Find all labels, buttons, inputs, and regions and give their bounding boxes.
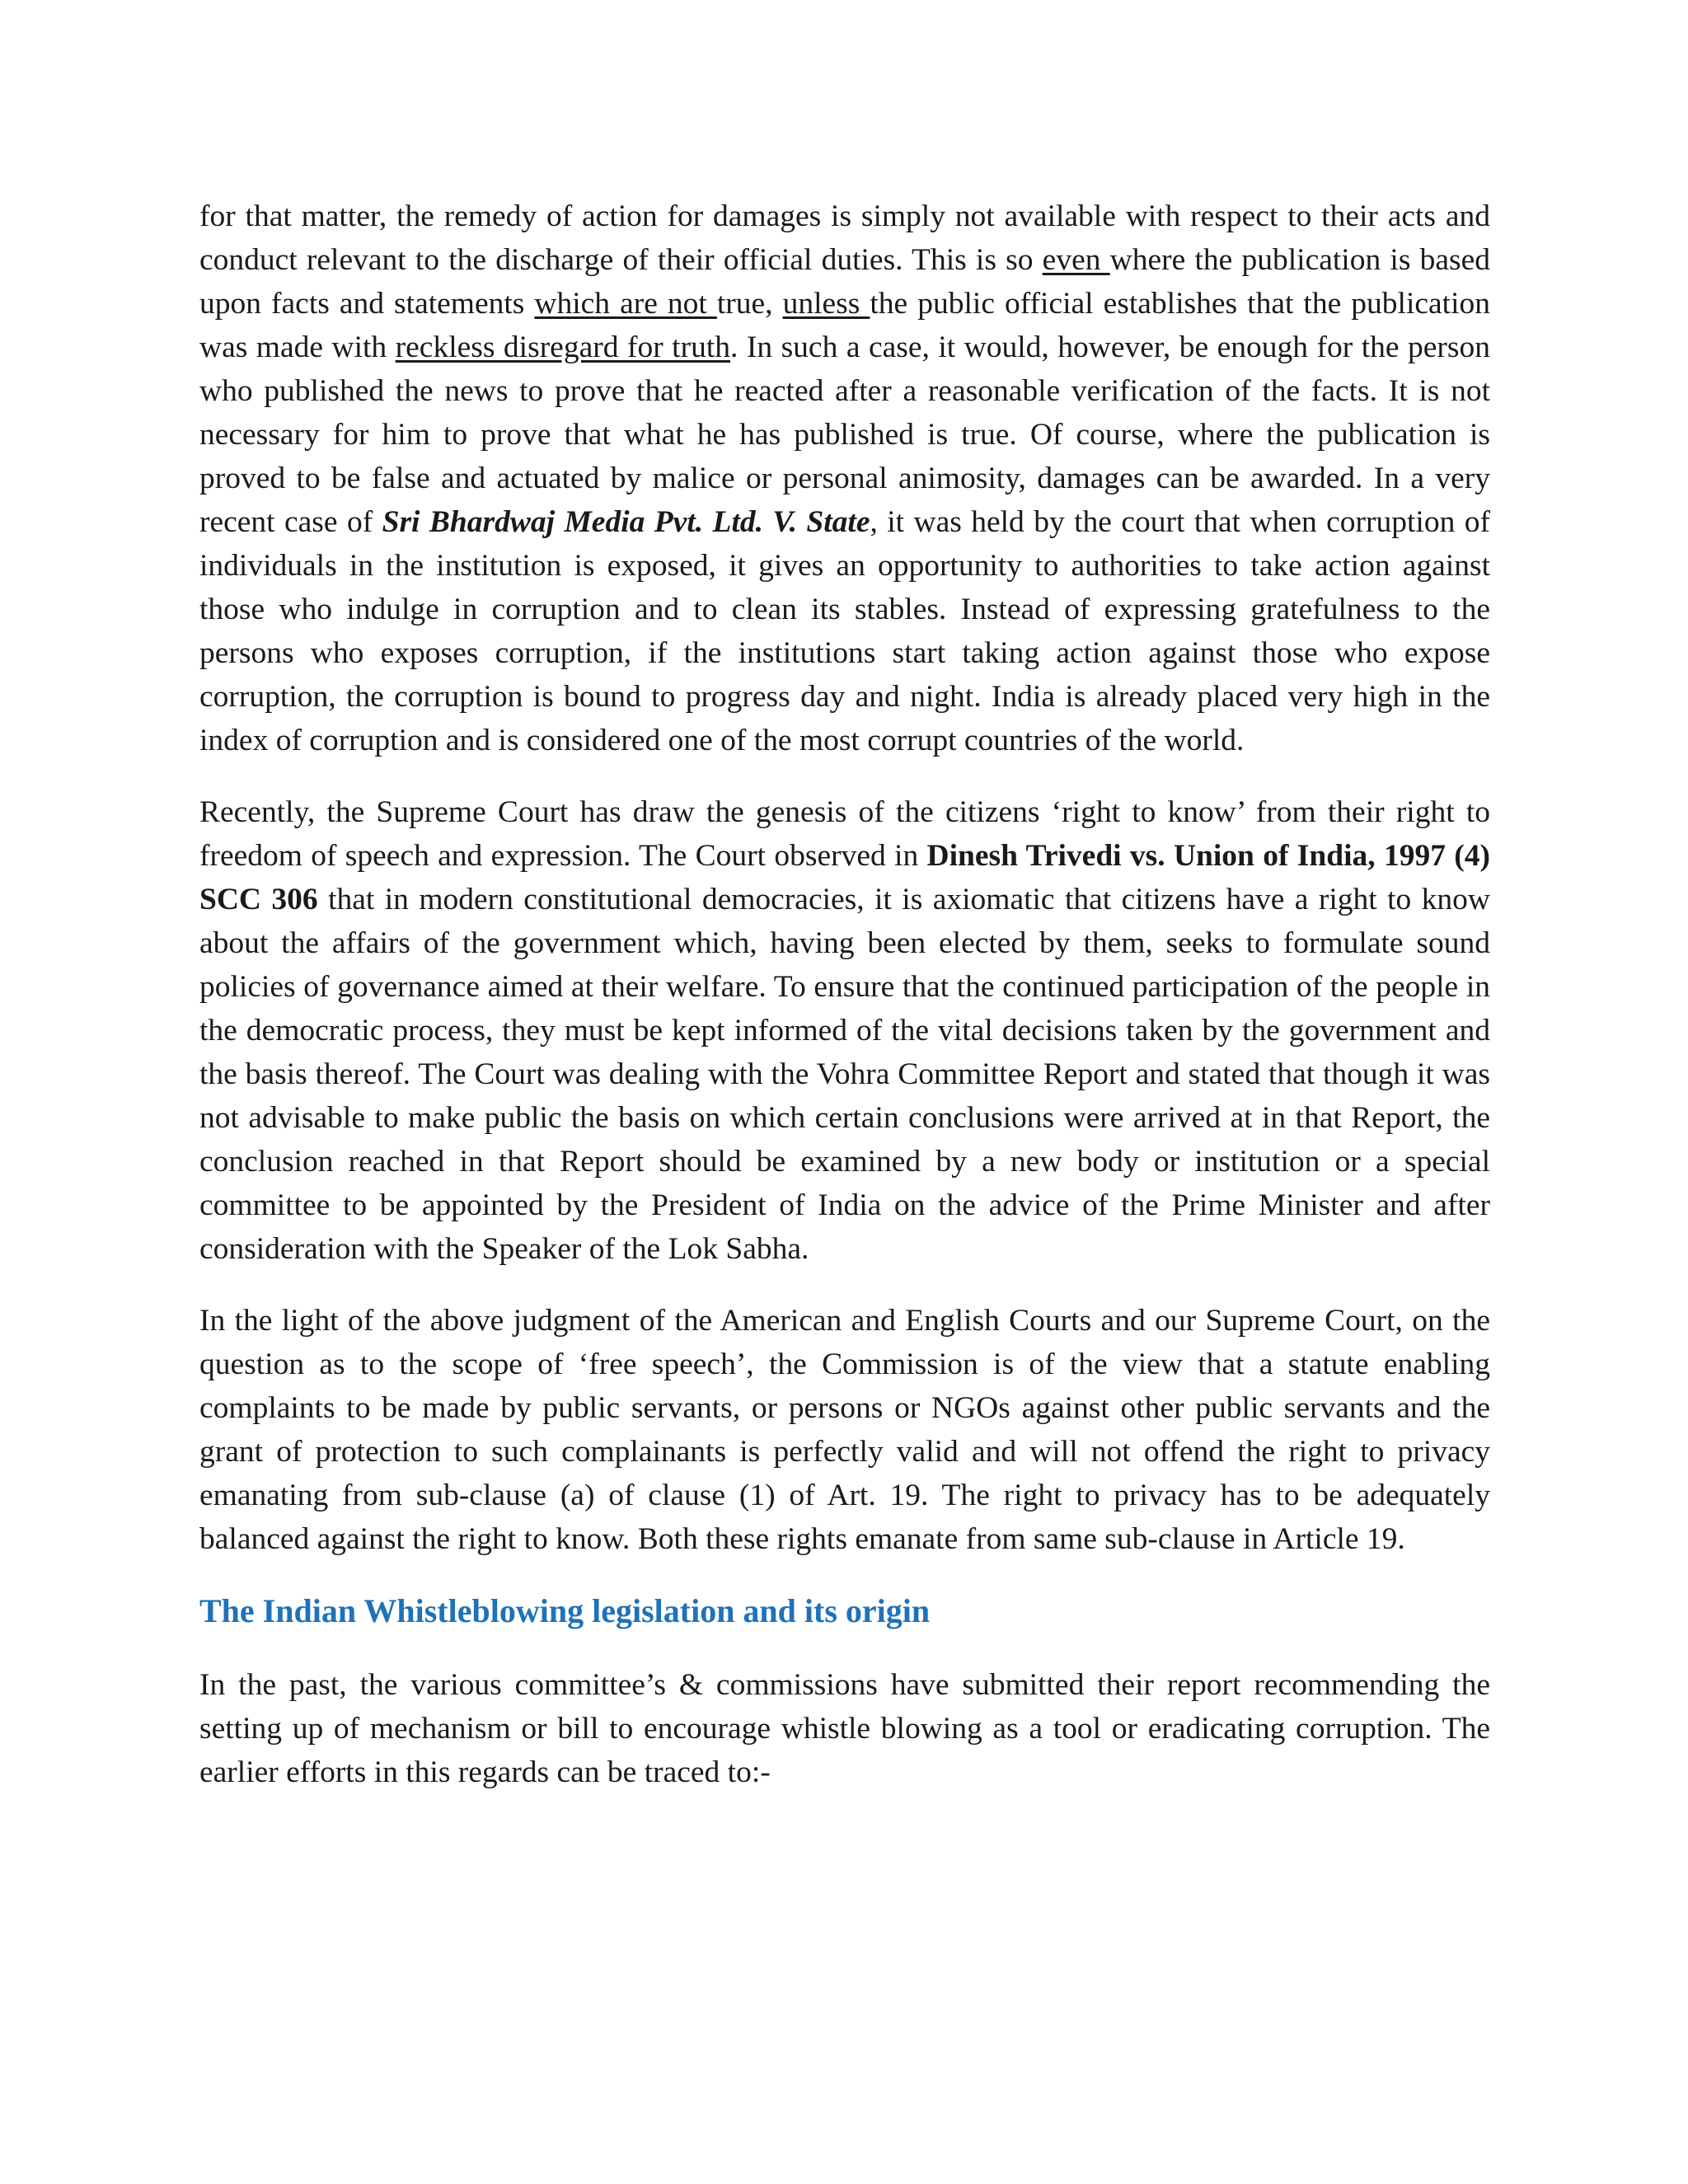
text-run: the public official establishes that the publication was made with (199, 287, 1490, 364)
underlined-text: even (1042, 243, 1110, 277)
paragraph-right-to-know (199, 790, 1490, 1271)
paragraph-origin: In the past, the various committee’s & commissions have submitted their report recommending the setting up of mechanism or bill to encourage whistle blowing as a tool or eradicating corruption. The earlier efforts in this regards can be traced to:- (199, 1668, 1490, 1789)
text-run: where the publication is based upon facts and statements (199, 243, 1490, 321)
underlined-text: unless (782, 287, 870, 321)
text-run: true, (716, 287, 783, 321)
case-citation: Dinesh Trivedi vs. Union of India, 1997 (4) SCC 306 (199, 839, 1490, 916)
text-run: Recently, the Supreme Court has draw the genesis of the citizens ‘right to know’ from their right to freedom of speech and expression. The Court observed in (199, 795, 1490, 873)
text-run: , it was held by the court that when corruption of individuals in the institution is exposed, it gives an opportunity to authorities to take action against those who indulge in corruption and to clean its stables. Instead of expressing gratefulness to the persons who exposes corruption, if the institutions start taking action against those who expose corruption, the corruption is bound to progress day and night. India is already placed very high in the index of corruption and is considered one of the most corrupt countries of the world. (199, 505, 1490, 757)
paragraph-commission-view: In the light of the above judgment of the American and English Courts and our Supreme Court, on the question as to the scope of ‘free speech’, the Commission is of the view that a statute enabling complaints to be made by public servants, or persons or NGOs against other public servants and the grant of protection to such complainants is perfectly valid and will not offend the right to privacy emanating from sub-clause (a) of clause (1) of Art. 19. The right to privacy has to be adequately balanced against the right to know. Both these rights emanate from same sub-clause in Article 19. (199, 1304, 1490, 1556)
underlined-text: which are not (534, 287, 717, 321)
underlined-text: reckless disregard for truth (395, 330, 730, 364)
document-page (199, 194, 1490, 1822)
case-citation: Sri Bhardwaj Media Pvt. Ltd. V. State (382, 505, 870, 539)
paragraph-damages (199, 194, 1490, 762)
text-run: . In such a case, it would, however, be enough for the person who published the news to prove that he reacted after a reasonable verification of the facts. It is not necessary for him to prove that what he has published is true. Of course, where the publication is proved to be false and actuated by malice or personal animosity, damages can be awarded. In a very recent case of (199, 330, 1490, 539)
text-run: that in modern constitutional democracies, it is axiomatic that citizens have a right to know about the affairs of the government which, having been elected by them, seeks to formulate sound policies of governance aimed at their welfare. To ensure that the continued participation of the people in the democratic process, they must be kept informed of the vital decisions taken by the government and the basis thereof. The Court was dealing with the Vohra Committee Report and stated that though it was not advisable to make public the basis on which certain conclusions were arrived at in that Report, the conclusion reached in that Report should be examined by a new body or institution or a special committee to be appointed by the President of India on the advice of the Prime Minister and after consideration with the Speaker of the Lok Sabha. (199, 883, 1490, 1266)
section-heading: The Indian Whistleblowing legislation and its origin (199, 1592, 931, 1629)
text-run: for that matter, the remedy of action for damages is simply not available with respect to their acts and conduct relevant to the discharge of their official duties. This is so (199, 199, 1490, 277)
